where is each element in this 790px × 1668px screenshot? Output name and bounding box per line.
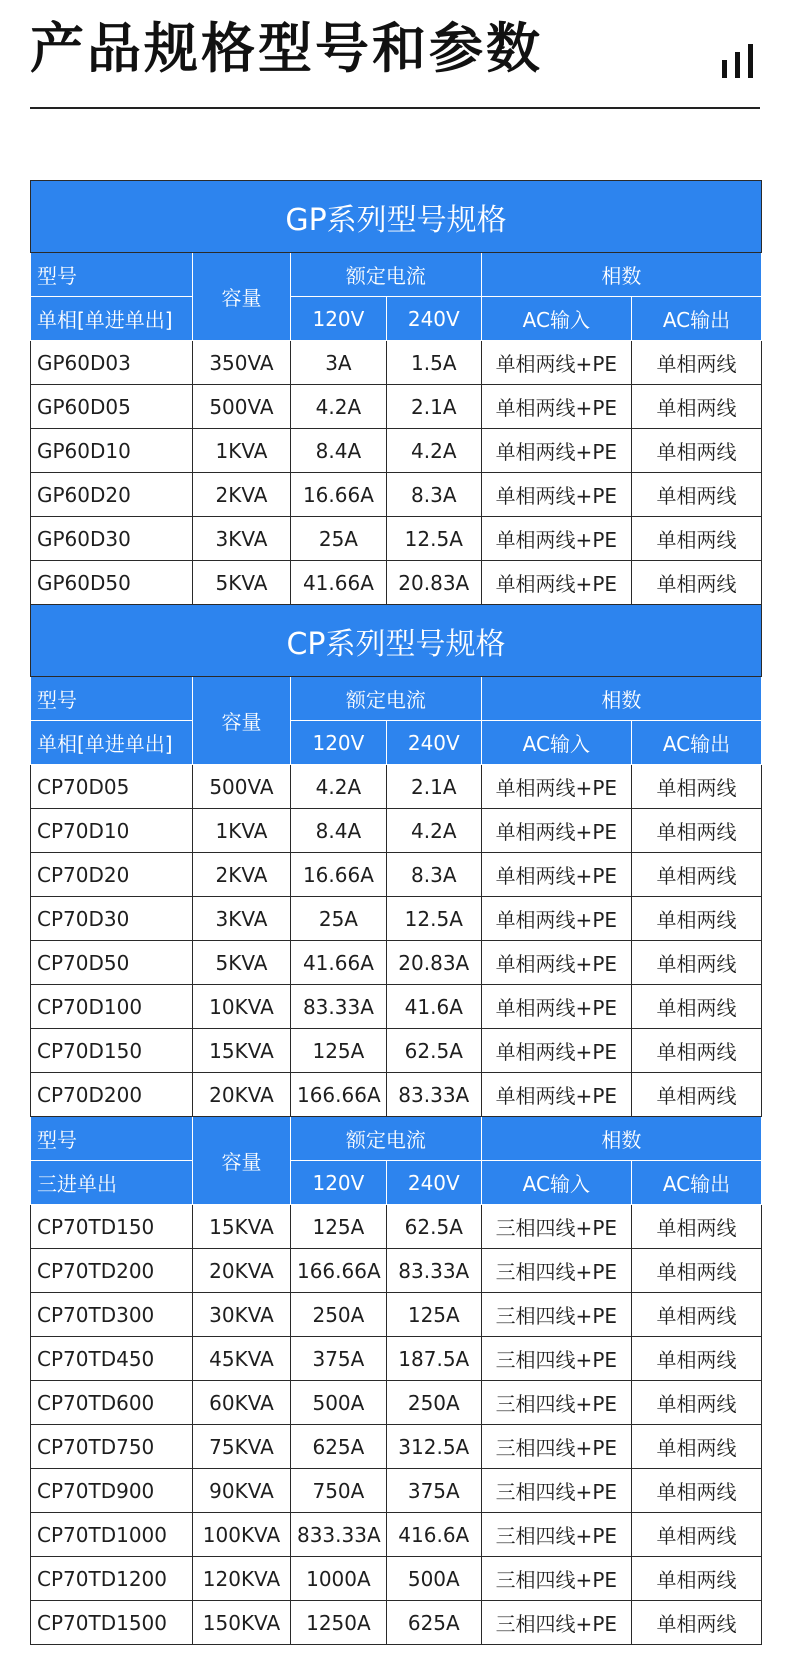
- current-240-cell: 375A: [386, 1469, 481, 1513]
- capacity-header: 容量: [192, 677, 290, 765]
- model-cell: CP70D20: [31, 853, 193, 897]
- ac-output-cell: 单相两线: [631, 1249, 761, 1293]
- model-cell: GP60D03: [31, 341, 193, 385]
- ac-input-cell: 三相四线+PE: [481, 1557, 631, 1601]
- phases-header: 相数: [481, 1117, 761, 1161]
- current-240-cell: 250A: [386, 1381, 481, 1425]
- ac-input-cell: 单相两线+PE: [481, 897, 631, 941]
- table-row: [31, 1249, 762, 1293]
- cpt-header-row: [31, 1117, 762, 1161]
- phase-type-header: 三进单出: [31, 1161, 193, 1205]
- rated-current-header: 额定电流: [290, 1117, 481, 1161]
- table-row: [31, 517, 762, 561]
- current-240-cell: 83.33A: [386, 1249, 481, 1293]
- voltage-240-header: 240V: [386, 721, 481, 765]
- ac-input-cell: 单相两线+PE: [481, 473, 631, 517]
- table-row: [31, 1513, 762, 1557]
- model-header: 型号: [31, 677, 193, 721]
- model-cell: CP70D50: [31, 941, 193, 985]
- table-row: [31, 985, 762, 1029]
- ac-output-cell: 单相两线: [631, 1205, 761, 1249]
- capacity-cell: 150KVA: [192, 1601, 290, 1645]
- current-240-cell: 312.5A: [386, 1425, 481, 1469]
- model-cell: CP70TD1000: [31, 1513, 193, 1557]
- ac-input-cell: 单相两线+PE: [481, 1029, 631, 1073]
- cp-header-row: [31, 677, 762, 721]
- current-240-cell: 8.3A: [386, 473, 481, 517]
- ac-input-cell: 三相四线+PE: [481, 1601, 631, 1645]
- current-240-cell: 20.83A: [386, 561, 481, 605]
- model-cell: CP70TD900: [31, 1469, 193, 1513]
- spec-table: [30, 180, 762, 1645]
- ac-input-cell: 三相四线+PE: [481, 1249, 631, 1293]
- current-240-cell: 12.5A: [386, 517, 481, 561]
- ac-input-cell: 单相两线+PE: [481, 1073, 631, 1117]
- model-cell: CP70D30: [31, 897, 193, 941]
- page-title: 产品规格型号和参数: [30, 17, 543, 80]
- current-240-cell: 416.6A: [386, 1513, 481, 1557]
- model-cell: CP70D150: [31, 1029, 193, 1073]
- model-cell: GP60D30: [31, 517, 193, 561]
- table-row: [31, 1073, 762, 1117]
- ac-output-cell: 单相两线: [631, 1601, 761, 1645]
- ac-input-cell: 单相两线+PE: [481, 941, 631, 985]
- current-120-cell: 25A: [290, 517, 386, 561]
- current-240-cell: 4.2A: [386, 429, 481, 473]
- current-240-cell: 20.83A: [386, 941, 481, 985]
- current-120-cell: 833.33A: [290, 1513, 386, 1557]
- cpt-subheader-row: [31, 1161, 762, 1205]
- capacity-cell: 3KVA: [192, 897, 290, 941]
- table-row: [31, 1205, 762, 1249]
- ac-input-header: AC输入: [481, 297, 631, 341]
- ac-output-cell: 单相两线: [631, 561, 761, 605]
- model-cell: CP70D100: [31, 985, 193, 1029]
- signal-bars-icon: [720, 42, 760, 78]
- gp-subheader-row: [31, 297, 762, 341]
- table-row: [31, 1469, 762, 1513]
- ac-input-cell: 单相两线+PE: [481, 385, 631, 429]
- model-cell: CP70TD1200: [31, 1557, 193, 1601]
- capacity-cell: 45KVA: [192, 1337, 290, 1381]
- ac-input-cell: 单相两线+PE: [481, 809, 631, 853]
- voltage-120-header: 120V: [290, 297, 386, 341]
- model-cell: CP70D05: [31, 765, 193, 809]
- current-240-cell: 62.5A: [386, 1205, 481, 1249]
- current-120-cell: 625A: [290, 1425, 386, 1469]
- capacity-cell: 500VA: [192, 765, 290, 809]
- current-120-cell: 250A: [290, 1293, 386, 1337]
- current-120-cell: 500A: [290, 1381, 386, 1425]
- current-240-cell: 2.1A: [386, 385, 481, 429]
- table-row: [31, 341, 762, 385]
- ac-output-header: AC输出: [631, 1161, 761, 1205]
- capacity-cell: 500VA: [192, 385, 290, 429]
- current-120-cell: 4.2A: [290, 385, 386, 429]
- model-cell: CP70TD150: [31, 1205, 193, 1249]
- current-240-cell: 1.5A: [386, 341, 481, 385]
- current-120-cell: 8.4A: [290, 809, 386, 853]
- current-120-cell: 166.66A: [290, 1073, 386, 1117]
- phase-type-header: 单相[单进单出]: [31, 297, 193, 341]
- table-row: [31, 429, 762, 473]
- current-120-cell: 375A: [290, 1337, 386, 1381]
- table-row: [31, 1557, 762, 1601]
- current-240-cell: 4.2A: [386, 809, 481, 853]
- capacity-cell: 10KVA: [192, 985, 290, 1029]
- capacity-cell: 20KVA: [192, 1249, 290, 1293]
- capacity-cell: 350VA: [192, 341, 290, 385]
- ac-output-cell: 单相两线: [631, 809, 761, 853]
- capacity-cell: 75KVA: [192, 1425, 290, 1469]
- ac-output-cell: 单相两线: [631, 385, 761, 429]
- model-cell: CP70D200: [31, 1073, 193, 1117]
- title-divider: [30, 107, 760, 109]
- voltage-120-header: 120V: [290, 721, 386, 765]
- ac-output-cell: 单相两线: [631, 985, 761, 1029]
- table-row: [31, 1381, 762, 1425]
- ac-output-cell: 单相两线: [631, 517, 761, 561]
- table-row: [31, 1293, 762, 1337]
- current-120-cell: 8.4A: [290, 429, 386, 473]
- current-240-cell: 41.6A: [386, 985, 481, 1029]
- ac-output-cell: 单相两线: [631, 897, 761, 941]
- capacity-cell: 5KVA: [192, 561, 290, 605]
- ac-output-cell: 单相两线: [631, 1029, 761, 1073]
- model-cell: CP70TD450: [31, 1337, 193, 1381]
- capacity-cell: 90KVA: [192, 1469, 290, 1513]
- current-240-cell: 187.5A: [386, 1337, 481, 1381]
- current-240-cell: 625A: [386, 1601, 481, 1645]
- ac-output-cell: 单相两线: [631, 1557, 761, 1601]
- ac-output-cell: 单相两线: [631, 473, 761, 517]
- ac-output-header: AC输出: [631, 297, 761, 341]
- ac-output-cell: 单相两线: [631, 941, 761, 985]
- current-240-cell: 125A: [386, 1293, 481, 1337]
- current-120-cell: 16.66A: [290, 473, 386, 517]
- phases-header: 相数: [481, 677, 761, 721]
- ac-output-header: AC输出: [631, 721, 761, 765]
- capacity-cell: 1KVA: [192, 429, 290, 473]
- capacity-cell: 30KVA: [192, 1293, 290, 1337]
- ac-output-cell: 单相两线: [631, 429, 761, 473]
- voltage-120-header: 120V: [290, 1161, 386, 1205]
- ac-input-cell: 三相四线+PE: [481, 1293, 631, 1337]
- model-cell: GP60D10: [31, 429, 193, 473]
- table-row: [31, 809, 762, 853]
- ac-input-cell: 单相两线+PE: [481, 341, 631, 385]
- current-120-cell: 16.66A: [290, 853, 386, 897]
- voltage-240-header: 240V: [386, 1161, 481, 1205]
- ac-output-cell: 单相两线: [631, 853, 761, 897]
- ac-output-cell: 单相两线: [631, 1337, 761, 1381]
- ac-input-header: AC输入: [481, 1161, 631, 1205]
- model-cell: CP70TD1500: [31, 1601, 193, 1645]
- capacity-cell: 20KVA: [192, 1073, 290, 1117]
- capacity-cell: 1KVA: [192, 809, 290, 853]
- model-header: 型号: [31, 1117, 193, 1161]
- table-row: [31, 941, 762, 985]
- cp-section-title: CP系列型号规格: [31, 605, 762, 677]
- ac-output-cell: 单相两线: [631, 341, 761, 385]
- table-row: [31, 853, 762, 897]
- current-240-cell: 12.5A: [386, 897, 481, 941]
- capacity-cell: 3KVA: [192, 517, 290, 561]
- current-120-cell: 4.2A: [290, 765, 386, 809]
- ac-input-cell: 单相两线+PE: [481, 561, 631, 605]
- ac-input-cell: 三相四线+PE: [481, 1337, 631, 1381]
- ac-output-cell: 单相两线: [631, 765, 761, 809]
- ac-input-cell: 三相四线+PE: [481, 1425, 631, 1469]
- capacity-cell: 100KVA: [192, 1513, 290, 1557]
- ac-output-cell: 单相两线: [631, 1073, 761, 1117]
- phases-header: 相数: [481, 253, 761, 297]
- ac-output-cell: 单相两线: [631, 1293, 761, 1337]
- table-row: [31, 1425, 762, 1469]
- ac-input-cell: 单相两线+PE: [481, 517, 631, 561]
- current-120-cell: 3A: [290, 341, 386, 385]
- table-row: [31, 473, 762, 517]
- ac-input-cell: 三相四线+PE: [481, 1381, 631, 1425]
- model-cell: CP70D10: [31, 809, 193, 853]
- model-header: 型号: [31, 253, 193, 297]
- capacity-cell: 15KVA: [192, 1205, 290, 1249]
- ac-input-cell: 单相两线+PE: [481, 985, 631, 1029]
- capacity-header: 容量: [192, 253, 290, 341]
- table-row: [31, 1337, 762, 1381]
- model-cell: CP70TD600: [31, 1381, 193, 1425]
- capacity-cell: 60KVA: [192, 1381, 290, 1425]
- current-120-cell: 25A: [290, 897, 386, 941]
- cp-subheader-row: [31, 721, 762, 765]
- current-240-cell: 83.33A: [386, 1073, 481, 1117]
- ac-input-header: AC输入: [481, 721, 631, 765]
- current-120-cell: 41.66A: [290, 561, 386, 605]
- current-240-cell: 500A: [386, 1557, 481, 1601]
- ac-input-cell: 三相四线+PE: [481, 1205, 631, 1249]
- voltage-240-header: 240V: [386, 297, 481, 341]
- current-120-cell: 750A: [290, 1469, 386, 1513]
- table-row: [31, 897, 762, 941]
- table-row: [31, 385, 762, 429]
- table-row: [31, 1601, 762, 1645]
- model-cell: CP70TD300: [31, 1293, 193, 1337]
- ac-output-cell: 单相两线: [631, 1469, 761, 1513]
- current-120-cell: 166.66A: [290, 1249, 386, 1293]
- model-cell: CP70TD200: [31, 1249, 193, 1293]
- current-120-cell: 1000A: [290, 1557, 386, 1601]
- ac-input-cell: 单相两线+PE: [481, 429, 631, 473]
- capacity-header: 容量: [192, 1117, 290, 1205]
- rated-current-header: 额定电流: [290, 253, 481, 297]
- gp-title-row: [31, 181, 762, 253]
- current-120-cell: 83.33A: [290, 985, 386, 1029]
- model-cell: CP70TD750: [31, 1425, 193, 1469]
- ac-input-cell: 单相两线+PE: [481, 765, 631, 809]
- table-row: [31, 561, 762, 605]
- model-cell: GP60D50: [31, 561, 193, 605]
- current-240-cell: 8.3A: [386, 853, 481, 897]
- ac-input-cell: 单相两线+PE: [481, 853, 631, 897]
- table-row: [31, 765, 762, 809]
- current-240-cell: 62.5A: [386, 1029, 481, 1073]
- ac-input-cell: 三相四线+PE: [481, 1469, 631, 1513]
- capacity-cell: 5KVA: [192, 941, 290, 985]
- current-120-cell: 1250A: [290, 1601, 386, 1645]
- table-row: [31, 1029, 762, 1073]
- ac-output-cell: 单相两线: [631, 1513, 761, 1557]
- ac-input-cell: 三相四线+PE: [481, 1513, 631, 1557]
- ac-output-cell: 单相两线: [631, 1381, 761, 1425]
- current-120-cell: 125A: [290, 1029, 386, 1073]
- gp-header-row: [31, 253, 762, 297]
- current-240-cell: 2.1A: [386, 765, 481, 809]
- ac-output-cell: 单相两线: [631, 1425, 761, 1469]
- capacity-cell: 15KVA: [192, 1029, 290, 1073]
- capacity-cell: 120KVA: [192, 1557, 290, 1601]
- current-120-cell: 125A: [290, 1205, 386, 1249]
- capacity-cell: 2KVA: [192, 473, 290, 517]
- current-120-cell: 41.66A: [290, 941, 386, 985]
- capacity-cell: 2KVA: [192, 853, 290, 897]
- rated-current-header: 额定电流: [290, 677, 481, 721]
- cp-title-row: [31, 605, 762, 677]
- phase-type-header: 单相[单进单出]: [31, 721, 193, 765]
- model-cell: GP60D20: [31, 473, 193, 517]
- gp-section-title: GP系列型号规格: [31, 181, 762, 253]
- model-cell: GP60D05: [31, 385, 193, 429]
